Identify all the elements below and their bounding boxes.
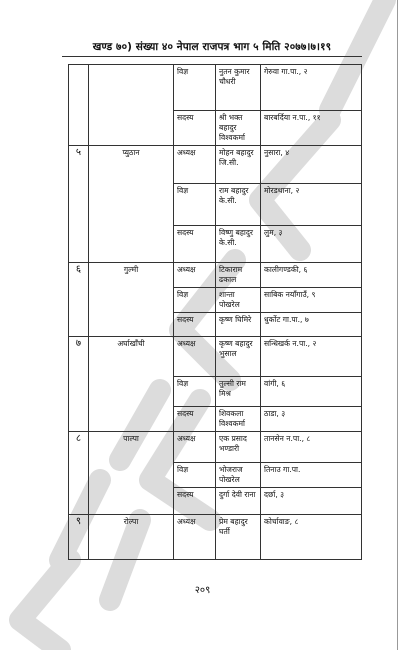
member-address: दर्छा, ३: [261, 488, 362, 515]
member-role: अध्यक्ष: [174, 146, 216, 184]
member-role: अध्यक्ष: [174, 263, 216, 288]
member-name: श्री भक्त बहादुर विश्वकर्मा: [216, 111, 261, 146]
district-name: [89, 65, 174, 146]
member-role: अध्यक्ष: [174, 337, 216, 377]
district-name: अर्घाखाँची: [89, 337, 174, 432]
district-name: पाल्पा: [89, 432, 174, 515]
table-row: [69, 263, 362, 288]
member-address: मोरडथाना, २: [261, 184, 362, 226]
member-role: विज्ञ: [174, 377, 216, 407]
member-name: विष्णु बहादुर के.सी.: [216, 226, 261, 263]
member-address: सन्धिखर्क न.पा., २: [261, 337, 362, 377]
member-role: सदस्य: [174, 111, 216, 146]
member-address: लुम, ३: [261, 226, 362, 263]
member-address: बारबर्दिया न.पा., ११: [261, 111, 362, 146]
serial-number: ५: [69, 146, 89, 263]
member-name: प्रेम बहादुर घर्ती: [216, 515, 261, 560]
member-role: सदस्य: [174, 226, 216, 263]
table-row: [69, 65, 362, 111]
member-address: गेरुवा गा.पा., २: [261, 65, 362, 111]
serial-number: [69, 65, 89, 146]
table-row: [69, 146, 362, 184]
serial-number: ९: [69, 515, 89, 560]
member-address: वांगी, ६: [261, 377, 362, 407]
member-name: शिवकला विश्वकर्मा: [216, 407, 261, 432]
member-address: कालीगण्डकी, ६: [261, 263, 362, 288]
member-name: एक प्रसाद भण्डारी: [216, 432, 261, 463]
member-role: विज्ञ: [174, 65, 216, 111]
member-name: भोजराज पोखरेल: [216, 463, 261, 488]
table-row: [69, 337, 362, 377]
page-edge: [397, 0, 399, 650]
serial-number: ८: [69, 432, 89, 515]
member-name: दुर्गा देवी राना: [216, 488, 261, 515]
page-number: २०९: [194, 585, 211, 596]
district-name: प्युठान: [89, 146, 174, 263]
member-role: विज्ञ: [174, 184, 216, 226]
member-role: विज्ञ: [174, 463, 216, 488]
member-name: तुल्सी राम मिश्र: [216, 377, 261, 407]
header-rule: [62, 56, 362, 57]
member-name: कृष्ण बहादुर भुसाल: [216, 337, 261, 377]
table-row: [69, 515, 362, 560]
member-name: राम बहादुर के.सी.: [216, 184, 261, 226]
member-role: अध्यक्ष: [174, 432, 216, 463]
serial-number: ७: [69, 337, 89, 432]
member-address: साबिक नयाँगाउँ, ९: [261, 288, 362, 313]
member-name: टिकाराम ढकाल: [216, 263, 261, 288]
table-row: [69, 432, 362, 463]
member-name: कृष्ण घिमिरे: [216, 313, 261, 337]
serial-number: ६: [69, 263, 89, 337]
district-name: रोल्पा: [89, 515, 174, 560]
member-address: तानसेन न.पा., ८: [261, 432, 362, 463]
member-address: कोर्चावाङ, ८: [261, 515, 362, 560]
member-address: ठाडा, ३: [261, 407, 362, 432]
member-address: नुसारा, ४: [261, 146, 362, 184]
member-name: शान्ता पोखरेल: [216, 288, 261, 313]
member-address: तिनाउ गा.पा.: [261, 463, 362, 488]
member-name: नुतन कुमार चौधरी: [216, 65, 261, 111]
member-name: मोहन बहादुर जि.सी.: [216, 146, 261, 184]
page-header: खण्ड ७०) संख्या ४० नेपाल राजपत्र भाग ५ मिति २०७७।७।१९: [92, 41, 332, 53]
member-role: सदस्य: [174, 407, 216, 432]
member-role: विज्ञ: [174, 288, 216, 313]
member-role: अध्यक्ष: [174, 515, 216, 560]
member-role: सदस्य: [174, 313, 216, 337]
member-role: सदस्य: [174, 488, 216, 515]
member-address: धुर्कोट गा.पा., ७: [261, 313, 362, 337]
district-name: गुल्मी: [89, 263, 174, 337]
committee-table: [68, 64, 362, 560]
